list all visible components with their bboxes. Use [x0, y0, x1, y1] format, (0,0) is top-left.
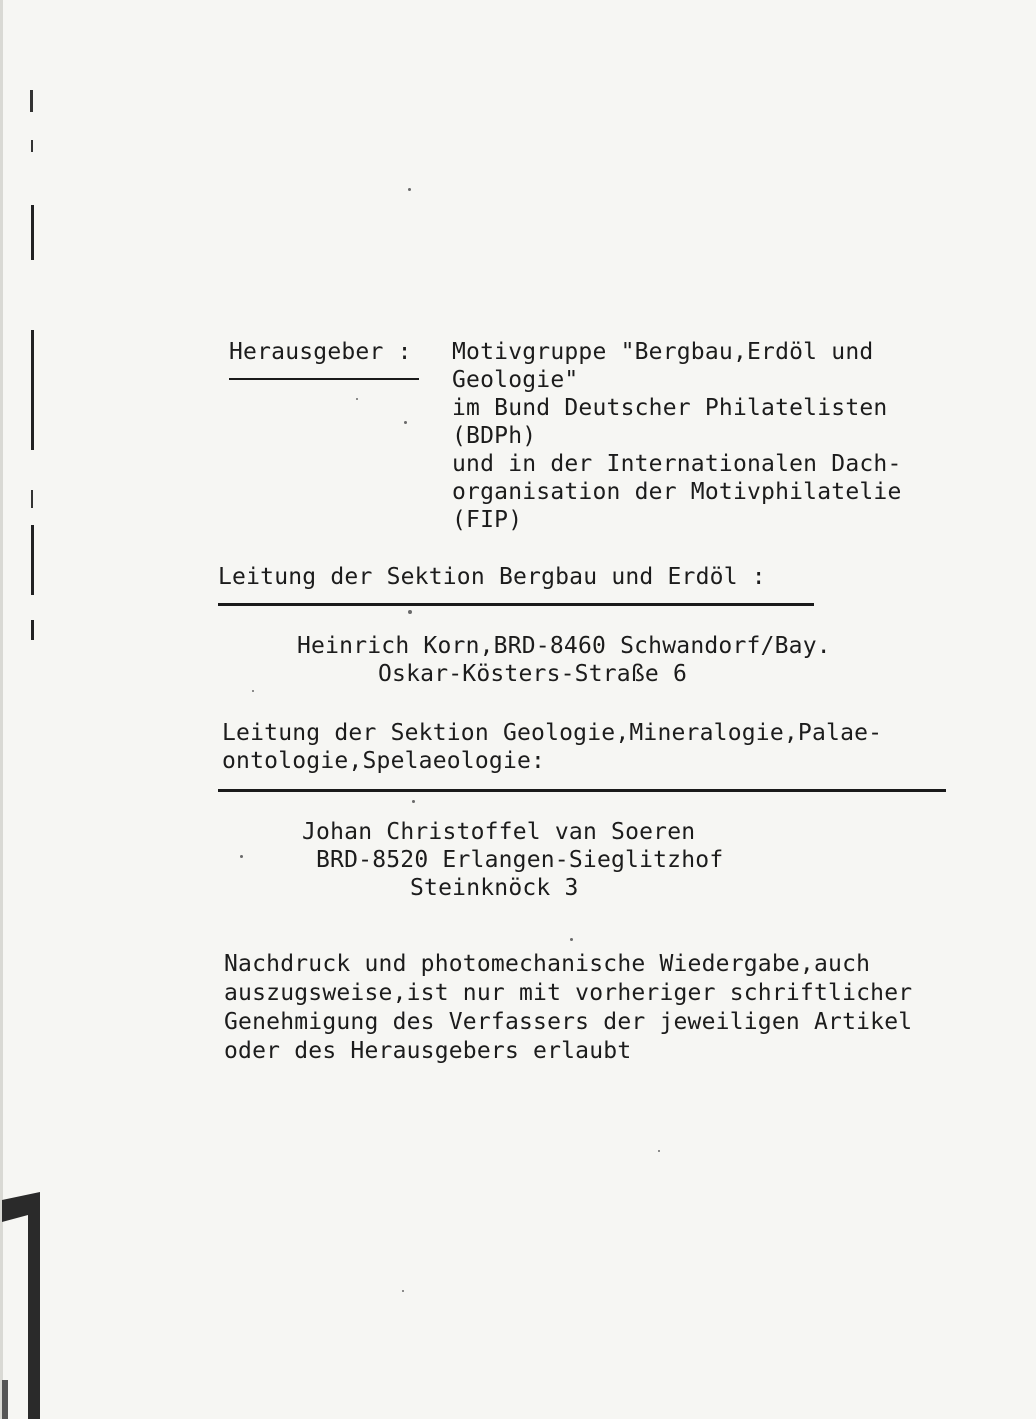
copyright-notice-line: Nachdruck und photomechanische Wiedergabe,auch	[224, 951, 871, 977]
copyright-notice-line: auszugsweise,ist nur mit vorheriger schriftlicher	[224, 980, 913, 1006]
section-geology-heading: ontologie,Spelaeologie:	[222, 748, 546, 774]
section-geology-underline	[218, 789, 946, 792]
section-mining-heading: Leitung der Sektion Bergbau und Erdöl :	[218, 564, 766, 590]
publisher-line: Motivgruppe "Bergbau,Erdöl und	[452, 339, 874, 365]
section-geology-contact-name: Johan Christoffel van Soeren	[302, 819, 696, 845]
scan-speck	[570, 938, 573, 941]
publisher-line: (BDPh)	[452, 423, 537, 449]
scan-speck	[404, 421, 407, 424]
scan-speck	[240, 855, 243, 858]
publisher-line: organisation der Motivphilatelie	[452, 479, 902, 505]
scan-speck	[412, 800, 415, 803]
copyright-notice-line: Genehmigung des Verfassers der jeweiligen Artikel	[224, 1009, 913, 1035]
binding-edge	[0, 0, 44, 1419]
scan-speck	[658, 1150, 660, 1152]
section-mining-contact-name: Heinrich Korn,BRD-8460 Schwandorf/Bay.	[297, 633, 831, 659]
scan-speck	[402, 1290, 404, 1292]
publisher-line: Geologie"	[452, 367, 579, 393]
scan-speck	[408, 188, 411, 191]
scan-speck	[356, 398, 358, 400]
section-geology-contact-street: Steinknöck 3	[410, 875, 579, 901]
scan-speck	[252, 690, 254, 692]
section-geology-heading: Leitung der Sektion Geologie,Mineralogie,Palae-	[222, 720, 883, 746]
publisher-line: und in der Internationalen Dach-	[452, 451, 902, 477]
section-mining-contact-street: Oskar-Kösters-Straße 6	[378, 661, 688, 687]
section-mining-underline	[218, 603, 814, 606]
publisher-line: (FIP)	[452, 507, 523, 533]
scan-speck	[408, 610, 412, 614]
copyright-notice-line: oder des Herausgebers erlaubt	[224, 1038, 632, 1064]
publisher-line: im Bund Deutscher Philatelisten	[452, 395, 888, 421]
section-geology-contact-city: BRD-8520 Erlangen-Sieglitzhof	[316, 847, 724, 873]
publisher-label-underline	[229, 378, 419, 380]
publisher-label: Herausgeber :	[229, 339, 412, 365]
